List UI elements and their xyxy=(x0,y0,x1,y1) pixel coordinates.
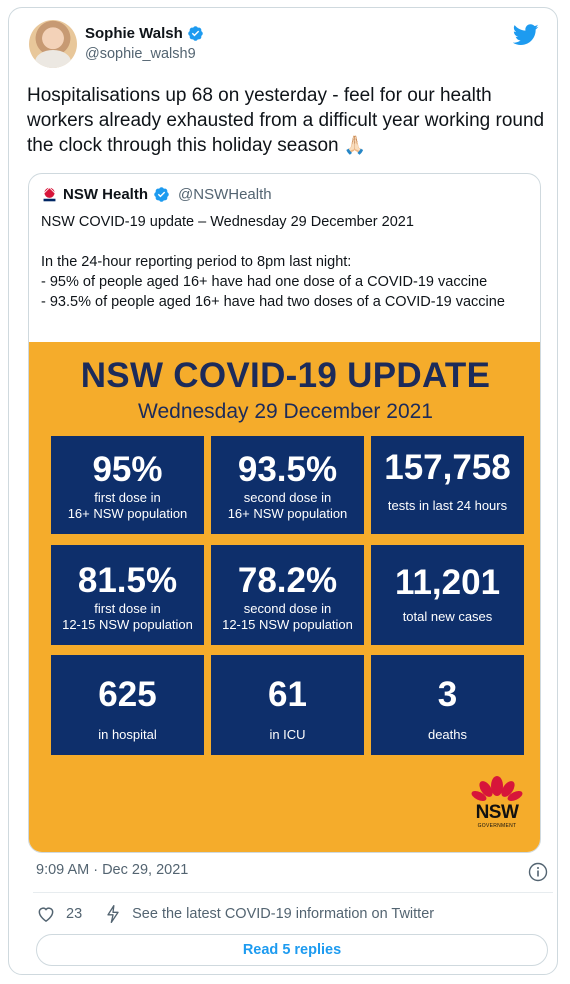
heart-icon[interactable] xyxy=(36,904,56,924)
stat-label: total new cases xyxy=(402,609,493,624)
tweet-text xyxy=(27,83,547,158)
tweet-body: Hospitalisations up 68 on yesterday - feel for our health workers already exhausted from a difficult year working round the clock through this holiday season xyxy=(27,85,545,156)
stat-value: 61 xyxy=(268,675,307,714)
twitter-bird-icon[interactable] xyxy=(513,24,539,46)
nsw-logo-subtitle: GOVERNMENT xyxy=(477,823,517,829)
author-name[interactable]: Sophie Walsh xyxy=(85,25,183,42)
stat-label: tests in last 24 hours xyxy=(387,498,508,513)
stat-tile xyxy=(51,436,204,534)
stat-label: second dose in xyxy=(243,490,332,505)
verified-badge-icon xyxy=(187,25,204,42)
stat-label: first dose in xyxy=(94,490,161,505)
verified-badge-icon xyxy=(153,186,170,203)
stat-value: 625 xyxy=(98,675,157,714)
stat-label: in ICU xyxy=(269,727,306,742)
stat-tile xyxy=(51,545,204,645)
divider xyxy=(33,892,553,893)
tweet-actions xyxy=(36,904,434,924)
stat-label: 16+ NSW population xyxy=(227,506,348,521)
stat-label: first dose in xyxy=(94,601,161,616)
stat-value: 81.5% xyxy=(77,561,178,600)
like-count[interactable]: 23 xyxy=(66,906,83,922)
stat-tile xyxy=(211,655,364,755)
stat-value: 95% xyxy=(92,450,163,489)
stat-value: 3 xyxy=(437,675,458,714)
quoted-line: NSW COVID-19 update – Wednesday 29 December 2021 xyxy=(41,214,414,230)
nsw-logo-word: NSW xyxy=(475,802,519,823)
stat-label: 16+ NSW population xyxy=(67,506,188,521)
stat-tile xyxy=(51,655,204,755)
stat-label: 12-15 NSW population xyxy=(62,617,193,632)
quoted-author-name: NSW Health xyxy=(63,186,149,203)
stat-value: 11,201 xyxy=(394,563,501,602)
stat-label: in hospital xyxy=(98,727,157,742)
stat-value: 78.2% xyxy=(237,561,338,600)
quoted-author-handle: @NSWHealth xyxy=(178,186,272,203)
stat-tile xyxy=(371,545,524,645)
covid-update-infographic[interactable] xyxy=(29,342,541,853)
quoted-line xyxy=(41,232,531,252)
folded-hands-emoji: 🙏🏻 xyxy=(343,135,367,155)
quoted-line: - 95% of people aged 16+ have had one dose of a COVID-19 vaccine xyxy=(41,274,488,290)
author-handle[interactable]: @sophie_walsh9 xyxy=(85,46,196,62)
stat-tile xyxy=(371,655,524,755)
quoted-line: In the 24-hour reporting period to 8pm last night: xyxy=(41,254,352,270)
tweet-timestamp[interactable]: 9:09 AM · Dec 29, 2021 xyxy=(36,862,189,878)
avatar[interactable] xyxy=(29,20,77,68)
quoted-tweet[interactable] xyxy=(28,173,541,853)
covid-info-link[interactable]: See the latest COVID-19 information on Twitter xyxy=(132,906,435,922)
stat-value: 93.5% xyxy=(237,450,338,489)
stat-label: second dose in xyxy=(243,601,332,616)
stat-value: 157,758 xyxy=(384,448,511,487)
nsw-waratah-icon xyxy=(41,186,58,203)
stat-tile xyxy=(371,436,524,534)
info-icon[interactable] xyxy=(528,862,548,882)
quoted-line: - 93.5% of people aged 16+ have had two doses of a COVID-19 vaccine xyxy=(41,294,505,310)
stat-label: deaths xyxy=(427,727,468,742)
read-replies-button[interactable]: Read 5 replies xyxy=(36,934,548,966)
infographic-title: NSW COVID-19 UPDATE xyxy=(80,356,491,395)
stat-tile xyxy=(211,436,364,534)
stat-tile xyxy=(211,545,364,645)
author-name-row[interactable] xyxy=(85,25,204,42)
quoted-tweet-header xyxy=(41,186,272,203)
infographic-date: Wednesday 29 December 2021 xyxy=(138,400,433,423)
quoted-tweet-text xyxy=(41,212,531,312)
lightning-bolt-icon[interactable] xyxy=(104,904,122,924)
tweet-card xyxy=(8,7,558,975)
stat-label: 12-15 NSW population xyxy=(222,617,353,632)
